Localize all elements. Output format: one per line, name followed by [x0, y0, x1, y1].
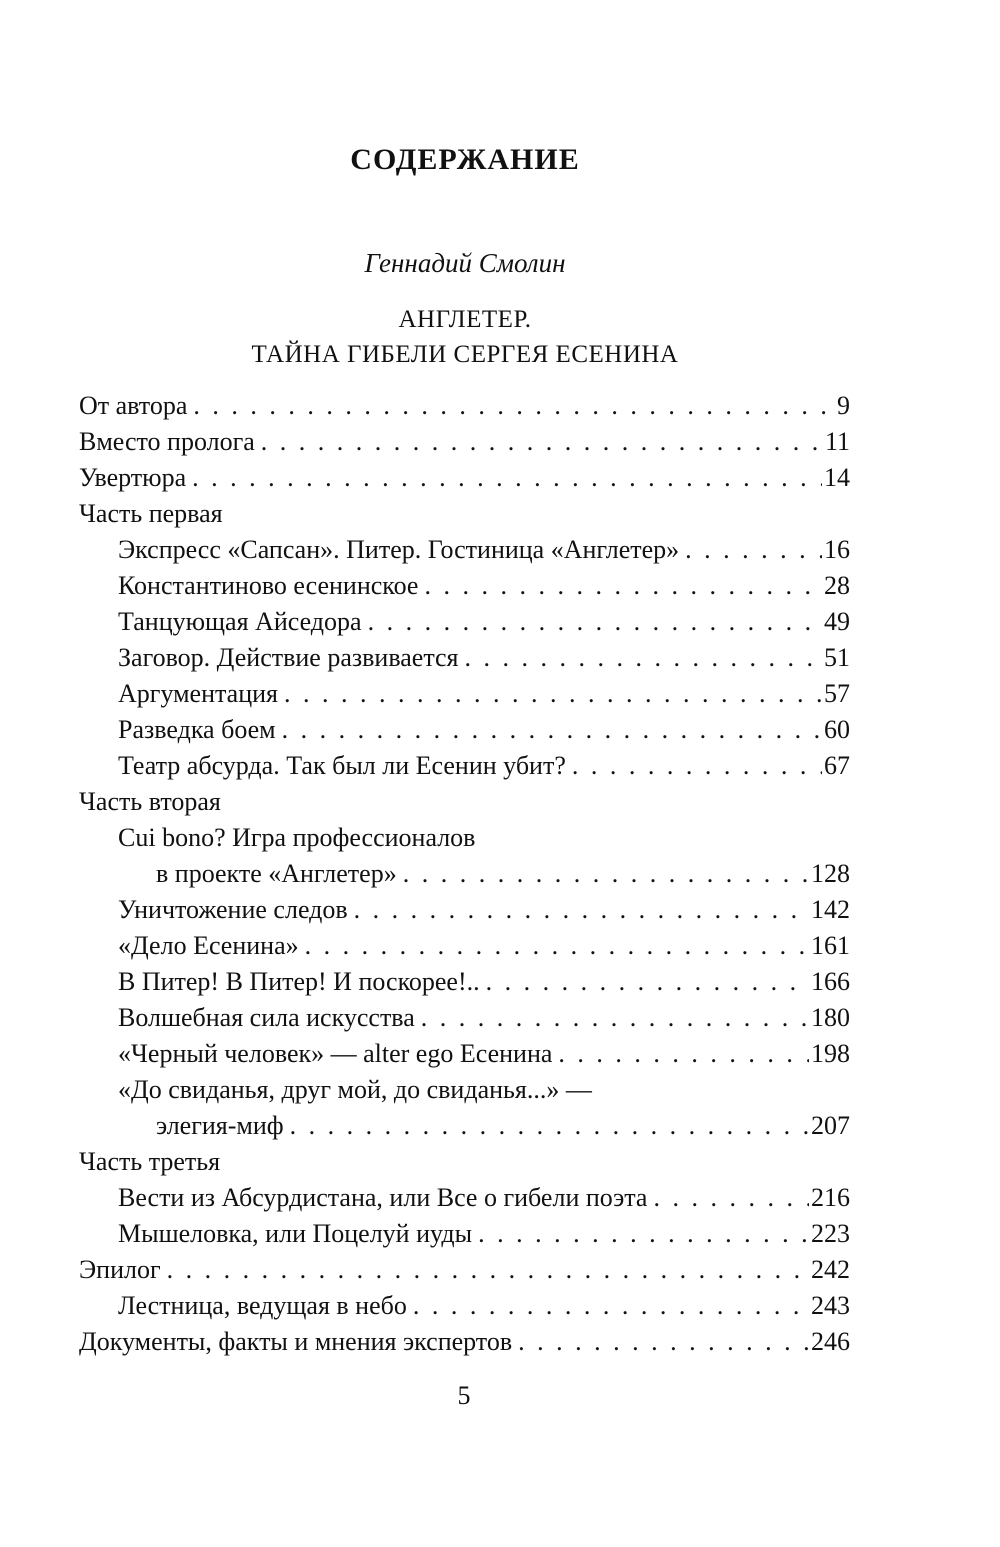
toc-entry: [79, 1324, 850, 1360]
toc-entry-title: Мышеловка, или Поцелуй иуды: [118, 1219, 473, 1248]
toc-entry: [79, 1072, 850, 1108]
toc-entry: [79, 892, 850, 928]
toc-entry-title: Танцующая Айседора: [118, 607, 362, 636]
toc-entry-page-number: 51: [824, 643, 850, 672]
toc-entry-title: Увертюра: [79, 463, 187, 492]
toc-entry-page-number: 198: [811, 1039, 850, 1068]
toc-entry: [79, 640, 850, 676]
toc-entry: [79, 496, 850, 532]
toc-entry-page-number: 9: [837, 391, 850, 420]
toc-entry: [79, 1216, 850, 1252]
toc-entry: [79, 1144, 850, 1180]
toc-entry: [79, 568, 850, 604]
dot-leader: [362, 604, 822, 640]
dot-leader: [407, 1288, 809, 1324]
toc-entry-page-number: 207: [811, 1111, 850, 1140]
toc-entry-page-number: 246: [811, 1327, 850, 1356]
page-number: 5: [457, 1381, 471, 1410]
toc-entry-title: Эпилог: [79, 1255, 161, 1284]
dot-leader: [679, 532, 822, 568]
dot-leader: [284, 1108, 809, 1144]
toc-entry-page-number: 60: [824, 715, 850, 744]
dot-leader: [480, 964, 809, 1000]
toc-entry-title: Вести из Абсурдистана, или Все о гибели поэта: [118, 1183, 648, 1212]
toc-entry: [79, 388, 850, 424]
toc-entry-title: Часть третья: [79, 1147, 221, 1176]
toc-entry: [79, 856, 850, 892]
dot-leader: [512, 1324, 809, 1360]
toc-entry: [79, 1000, 850, 1036]
dot-leader: [459, 640, 822, 676]
toc-entry: [79, 964, 850, 1000]
toc-entry-title: Часть первая: [79, 499, 223, 528]
toc-entry-page-number: 142: [811, 895, 850, 924]
toc-entry-page-number: 223: [811, 1219, 850, 1248]
toc-entry-page-number: 166: [811, 967, 850, 996]
dot-leader: [552, 1036, 809, 1072]
toc-entry: [79, 748, 850, 784]
book-title-line-1: АНГЛЕТЕР.: [398, 306, 532, 333]
toc-entry-title: в проекте «Англетер»: [156, 859, 397, 888]
toc-entry-title: Разведка боем: [118, 715, 276, 744]
book-title-line-2: ТАЙНА ГИБЕЛИ СЕРГЕЯ ЕСЕНИНА: [251, 341, 679, 368]
toc-entry: [79, 532, 850, 568]
toc-entry-page-number: 28: [824, 571, 850, 600]
dot-leader: [186, 460, 822, 496]
dot-leader: [187, 388, 835, 424]
toc-entry-title: В Питер! В Питер! И поскорее!..: [118, 967, 480, 996]
dot-leader: [472, 1216, 809, 1252]
toc-entry: [79, 1108, 850, 1144]
toc-entry-page-number: 242: [811, 1255, 850, 1284]
toc-entry-title: «Черный человек» — alter ego Есенина: [118, 1039, 553, 1068]
toc-entry-page-number: 14: [824, 463, 850, 492]
toc-entry-title: Уничтожение следов: [118, 895, 348, 924]
dot-leader: [255, 424, 823, 460]
toc-entry-page-number: 16: [824, 535, 850, 564]
toc-entry-page-number: 128: [811, 859, 850, 888]
toc-entry-title: «До свиданья, друг мой, до свиданья...» —: [118, 1075, 592, 1104]
toc-entry: [79, 712, 850, 748]
toc-entry-title: «Дело Есенина»: [118, 931, 299, 960]
dot-leader: [415, 1000, 809, 1036]
toc-entry: [79, 928, 850, 964]
contents-title: СОДЕРЖАНИЕ: [350, 143, 580, 176]
dot-leader: [348, 892, 809, 928]
toc-entry: [79, 676, 850, 712]
toc-entry: [79, 1180, 850, 1216]
toc-entry-title: Лестница, ведущая в небо: [118, 1291, 407, 1320]
toc-entry-title: Экспресс «Сапсан». Питер. Гостиница «Англетер»: [118, 535, 680, 564]
toc-entry-page-number: 243: [811, 1291, 850, 1320]
toc-entry-page-number: 11: [824, 427, 850, 456]
toc-entry: [79, 460, 850, 496]
dot-leader: [276, 712, 822, 748]
toc-entry-page-number: 49: [824, 607, 850, 636]
toc-entry-title: Cui bono? Игра профессионалов: [118, 823, 476, 852]
dot-leader: [418, 568, 822, 604]
toc-entry-title: Театр абсурда. Так был ли Есенин убит?: [118, 751, 566, 780]
toc-entry: [79, 424, 850, 460]
dot-leader: [566, 748, 822, 784]
toc-entry-page-number: 216: [811, 1183, 850, 1212]
dot-leader: [161, 1252, 809, 1288]
toc-entry-title: От автора: [79, 391, 188, 420]
toc-entry-title: Вместо пролога: [79, 427, 255, 456]
toc-entry-title: Заговор. Действие развивается: [118, 643, 459, 672]
toc-entry-page-number: 180: [811, 1003, 850, 1032]
toc-entry-title: элегия-миф: [156, 1111, 284, 1140]
toc-entry: [79, 604, 850, 640]
dot-leader: [397, 856, 809, 892]
table-of-contents: [79, 388, 850, 1360]
toc-entry-title: Волшебная сила искусства: [118, 1003, 415, 1032]
toc-entry: [79, 820, 850, 856]
toc-entry: [79, 784, 850, 820]
author-name: Геннадий Смолин: [364, 248, 566, 278]
toc-entry: [79, 1252, 850, 1288]
toc-entry-title: Часть вторая: [79, 787, 221, 816]
toc-entry-title: Документы, факты и мнения экспертов: [79, 1327, 513, 1356]
dot-leader: [299, 928, 809, 964]
toc-entry-page-number: 57: [824, 679, 850, 708]
toc-entry-page-number: 161: [811, 931, 850, 960]
toc-entry: [79, 1288, 850, 1324]
dot-leader: [278, 676, 822, 712]
toc-entry-title: Константиново есенинское: [118, 571, 419, 600]
toc-entry: [79, 1036, 850, 1072]
toc-entry-title: Аргументация: [118, 679, 279, 708]
toc-entry-page-number: 67: [824, 751, 850, 780]
dot-leader: [647, 1180, 809, 1216]
